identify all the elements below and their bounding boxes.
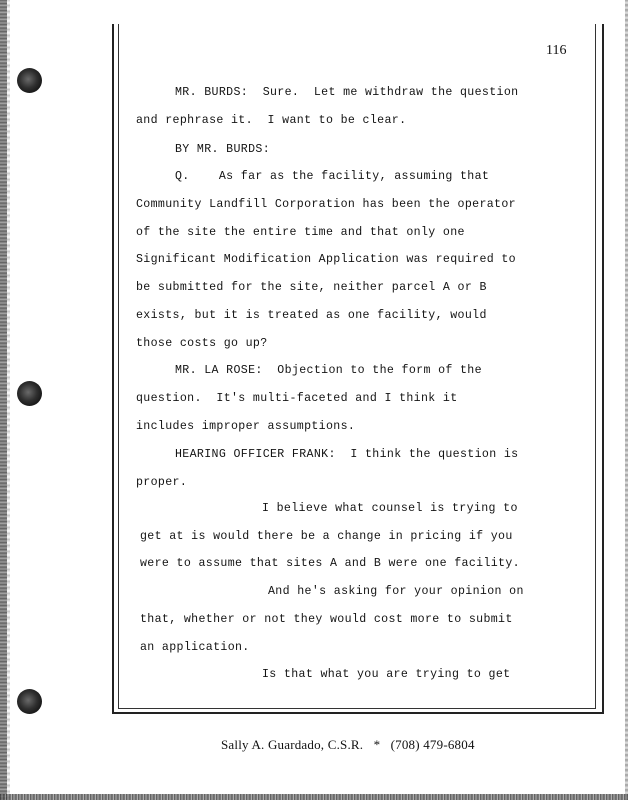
- transcript-line: that, whether or not they would cost more to submit: [140, 613, 513, 626]
- transcript-line: question. It's multi-faceted and I think it: [136, 392, 458, 405]
- transcript-line: were to assume that sites A and B were one facility.: [140, 557, 520, 570]
- transcript-line: proper.: [136, 476, 188, 489]
- transcript-line: be submitted for the site, neither parcel A or B: [136, 281, 487, 294]
- transcript-line: And he's asking for your opinion on: [268, 585, 524, 598]
- transcript-line: BY MR. BURDS:: [175, 143, 270, 156]
- transcript-line: and rephrase it. I want to be clear.: [136, 114, 407, 127]
- transcript-line: I believe what counsel is trying to: [262, 502, 518, 515]
- transcript-line: includes improper assumptions.: [136, 420, 356, 433]
- reporter-footer: Sally A. Guardado, C.S.R. * (708) 479-6804: [221, 737, 475, 752]
- transcript-line: Significant Modification Application was required to: [136, 253, 516, 266]
- transcript-line: Community Landfill Corporation has been the operator: [136, 198, 516, 211]
- page-number: 116: [546, 43, 567, 58]
- transcript-line: those costs go up?: [136, 337, 268, 350]
- transcript-line: Q. As far as the facility, assuming that: [175, 170, 490, 183]
- transcript-line: an application.: [140, 641, 250, 654]
- transcript-line: exists, but it is treated as one facility, would: [136, 309, 487, 322]
- transcript-line: MR. BURDS: Sure. Let me withdraw the question: [175, 86, 519, 99]
- transcript-line: get at is would there be a change in pricing if you: [140, 530, 513, 543]
- transcript-line: MR. LA ROSE: Objection to the form of the: [175, 364, 482, 377]
- transcript-line: of the site the entire time and that only one: [136, 226, 465, 239]
- transcript-line: Is that what you are trying to get: [262, 668, 511, 681]
- transcript-line: HEARING OFFICER FRANK: I think the question is: [175, 448, 519, 461]
